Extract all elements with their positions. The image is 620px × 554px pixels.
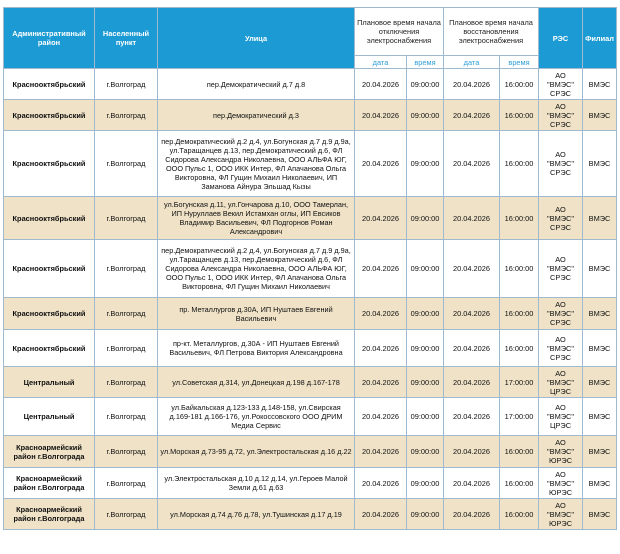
cell-off-date: 20.04.2026 — [355, 197, 407, 240]
table-row — [4, 100, 617, 131]
cell-district: Краснооктябрьский — [4, 100, 95, 131]
col-district-header: Административный район — [4, 8, 95, 69]
cell-locality: г.Волгоград — [95, 298, 158, 330]
cell-off-date: 20.04.2026 — [355, 298, 407, 330]
col-restore-time-header: Плановое время начала восстановления электроснабжения — [444, 8, 539, 56]
cell-res: АО "ВМЭС" СРЭС — [539, 131, 583, 197]
cell-on-time: 16:00:00 — [500, 100, 539, 131]
col-branch-header: Филиал — [583, 8, 617, 69]
cell-on-date: 20.04.2026 — [444, 499, 500, 530]
cell-res: АО "ВМЭС" ЮРЭС — [539, 468, 583, 499]
cell-res: АО "ВМЭС" СРЭС — [539, 100, 583, 131]
cell-off-date: 20.04.2026 — [355, 100, 407, 131]
cell-off-time: 09:00:00 — [407, 197, 444, 240]
cell-res: АО "ВМЭС" СРЭС — [539, 240, 583, 298]
cell-branch: ВМЭС — [583, 131, 617, 197]
cell-off-time: 09:00:00 — [407, 298, 444, 330]
cell-off-time: 09:00:00 — [407, 330, 444, 367]
cell-on-time: 16:00:00 — [500, 298, 539, 330]
cell-street: пер.Демократический д.7 д.8 — [158, 69, 355, 100]
cell-on-time: 16:00:00 — [500, 240, 539, 298]
col-off-time-header: Плановое время начала отключения электроснабжения — [355, 8, 444, 56]
cell-street: пер.Демократический д.2 д.4, ул.Богунская д.7 д.9 д.9а, ул.Таращанцев д.13, пер.Демократический д.6, ФЛ Сидорова Александра Николаевна, ООО АЛЬФА ЮГ, ООО Пульс 1, ООО ИКК Интер, ФЛ Апачанова Ольга Викторовна, ФЛ Гущин Михаил Николаевич, ИП Заманова Айнура Эльшад Кызы — [158, 131, 355, 197]
cell-on-time: 16:00:00 — [500, 131, 539, 197]
cell-res: АО "ВМЭС" ЦРЭС — [539, 367, 583, 398]
cell-on-date: 20.04.2026 — [444, 436, 500, 468]
cell-branch: ВМЭС — [583, 468, 617, 499]
cell-res: АО "ВМЭС" ЮРЭС — [539, 436, 583, 468]
cell-res: АО "ВМЭС" СРЭС — [539, 197, 583, 240]
cell-district: Краснооктябрьский — [4, 131, 95, 197]
cell-off-date: 20.04.2026 — [355, 240, 407, 298]
table-row — [4, 131, 617, 197]
cell-district: Краснооктябрьский — [4, 240, 95, 298]
cell-on-date: 20.04.2026 — [444, 69, 500, 100]
cell-off-date: 20.04.2026 — [355, 330, 407, 367]
cell-on-date: 20.04.2026 — [444, 100, 500, 131]
cell-on-date: 20.04.2026 — [444, 398, 500, 436]
col-street-header: Улица — [158, 8, 355, 69]
cell-branch: ВМЭС — [583, 240, 617, 298]
cell-off-time: 09:00:00 — [407, 240, 444, 298]
cell-res: АО "ВМЭС" СРЭС — [539, 298, 583, 330]
cell-street: ул.Байкальская д.123-133 д.148-158, ул.Свирская д.169-181 д.166-176, ул.Рокоссовского ООО ДРИМ Медиа Сервис — [158, 398, 355, 436]
cell-on-time: 16:00:00 — [500, 468, 539, 499]
cell-branch: ВМЭС — [583, 436, 617, 468]
cell-off-time: 09:00:00 — [407, 100, 444, 131]
cell-locality: г.Волгоград — [95, 330, 158, 367]
col-locality-header: Населенный пункт — [95, 8, 158, 69]
cell-res: АО "ВМЭС" СРЭС — [539, 69, 583, 100]
cell-on-time: 16:00:00 — [500, 197, 539, 240]
cell-locality: г.Волгоград — [95, 240, 158, 298]
cell-street: ул.Советская д.314, ул.Донецкая д.198 д.167-178 — [158, 367, 355, 398]
cell-district: Краснооктябрьский — [4, 197, 95, 240]
cell-on-time: 17:00:00 — [500, 398, 539, 436]
table-row — [4, 468, 617, 499]
cell-on-time: 16:00:00 — [500, 330, 539, 367]
table-row — [4, 330, 617, 367]
cell-street: пр-кт. Металлургов, д.30А - ИП Нуштаев Евгений Васильевич, ФЛ Петрова Виктория Александровна — [158, 330, 355, 367]
cell-district: Краснооктябрьский — [4, 69, 95, 100]
cell-branch: ВМЭС — [583, 298, 617, 330]
cell-off-time: 09:00:00 — [407, 69, 444, 100]
cell-street: ул.Морская д.74 д.76 д.78, ул.Тушинская д.17 д.19 — [158, 499, 355, 530]
cell-off-time: 09:00:00 — [407, 398, 444, 436]
table-row — [4, 197, 617, 240]
cell-off-date: 20.04.2026 — [355, 69, 407, 100]
cell-branch: ВМЭС — [583, 398, 617, 436]
cell-locality: г.Волгоград — [95, 69, 158, 100]
cell-district: Красноармейский район г.Волгограда — [4, 499, 95, 530]
cell-off-time: 09:00:00 — [407, 131, 444, 197]
sub-date-header: дата — [444, 56, 500, 69]
cell-off-time: 09:00:00 — [407, 436, 444, 468]
cell-locality: г.Волгоград — [95, 499, 158, 530]
cell-street: пер.Демократический д.2 д.4, ул.Богунская д.7 д.9 д.9а, ул.Таращанцев д.13, пер.Демократический д.6, ФЛ Сидорова Александра Николаевна, ООО АЛЬФА ЮГ, ООО Пульс 1, ООО ИКК Интер, ФЛ Апачанова Ольга Викторовна, ФЛ Гущин Михаил Николаевич — [158, 240, 355, 298]
cell-on-date: 20.04.2026 — [444, 197, 500, 240]
cell-locality: г.Волгоград — [95, 367, 158, 398]
cell-street: пр. Металлургов д.30А, ИП Нуштаев Евгений Васильевич — [158, 298, 355, 330]
cell-on-date: 20.04.2026 — [444, 468, 500, 499]
cell-off-time: 09:00:00 — [407, 499, 444, 530]
cell-res: АО "ВМЭС" ЮРЭС — [539, 499, 583, 530]
cell-on-time: 16:00:00 — [500, 436, 539, 468]
cell-street: пер.Демократический д.3 — [158, 100, 355, 131]
cell-branch: ВМЭС — [583, 197, 617, 240]
cell-district: Краснооктябрьский — [4, 330, 95, 367]
cell-locality: г.Волгоград — [95, 468, 158, 499]
cell-locality: г.Волгоград — [95, 436, 158, 468]
cell-on-date: 20.04.2026 — [444, 330, 500, 367]
cell-district: Красноармейский район г.Волгограда — [4, 468, 95, 499]
cell-on-date: 20.04.2026 — [444, 367, 500, 398]
cell-street: ул.Электростальская д.10 д.12 д.14, ул.Героев Малой Земли д.61 д.63 — [158, 468, 355, 499]
cell-off-time: 09:00:00 — [407, 468, 444, 499]
cell-branch: ВМЭС — [583, 69, 617, 100]
cell-district: Красноармейский район г.Волгограда — [4, 436, 95, 468]
cell-on-date: 20.04.2026 — [444, 131, 500, 197]
cell-on-time: 17:00:00 — [500, 367, 539, 398]
cell-locality: г.Волгоград — [95, 100, 158, 131]
cell-locality: г.Волгоград — [95, 197, 158, 240]
cell-on-time: 16:00:00 — [500, 499, 539, 530]
cell-locality: г.Волгоград — [95, 131, 158, 197]
cell-off-date: 20.04.2026 — [355, 398, 407, 436]
table-row — [4, 436, 617, 468]
cell-off-date: 20.04.2026 — [355, 131, 407, 197]
cell-off-date: 20.04.2026 — [355, 367, 407, 398]
cell-branch: ВМЭС — [583, 100, 617, 131]
cell-on-date: 20.04.2026 — [444, 298, 500, 330]
cell-off-date: 20.04.2026 — [355, 436, 407, 468]
table-row — [4, 398, 617, 436]
table-row — [4, 298, 617, 330]
cell-locality: г.Волгоград — [95, 398, 158, 436]
sub-date-header: дата — [355, 56, 407, 69]
cell-res: АО "ВМЭС" ЦРЭС — [539, 398, 583, 436]
cell-off-time: 09:00:00 — [407, 367, 444, 398]
cell-on-time: 16:00:00 — [500, 69, 539, 100]
cell-street: ул.Морская д.73-95 д.72, ул.Электростальская д.16 д.22 — [158, 436, 355, 468]
sub-time-header: время — [500, 56, 539, 69]
cell-off-date: 20.04.2026 — [355, 468, 407, 499]
cell-district: Центральный — [4, 398, 95, 436]
table-row — [4, 69, 617, 100]
cell-branch: ВМЭС — [583, 367, 617, 398]
cell-res: АО "ВМЭС" СРЭС — [539, 330, 583, 367]
cell-street: ул.Богунская д.11, ул.Гончарова д.10, ООО Тамерлан, ИП Нуруллаев Векил Истамхан оглы, ИП Евсиков Владимир Васильевич, ФЛ Подгорнов Роман Александрович — [158, 197, 355, 240]
table-row — [4, 367, 617, 398]
cell-branch: ВМЭС — [583, 499, 617, 530]
cell-off-date: 20.04.2026 — [355, 499, 407, 530]
table-row — [4, 240, 617, 298]
cell-branch: ВМЭС — [583, 330, 617, 367]
table-row — [4, 499, 617, 530]
cell-district: Центральный — [4, 367, 95, 398]
col-res-header: РЭС — [539, 8, 583, 69]
cell-district: Краснооктябрьский — [4, 298, 95, 330]
cell-on-date: 20.04.2026 — [444, 240, 500, 298]
sub-time-header: время — [407, 56, 444, 69]
outage-table — [3, 7, 617, 530]
